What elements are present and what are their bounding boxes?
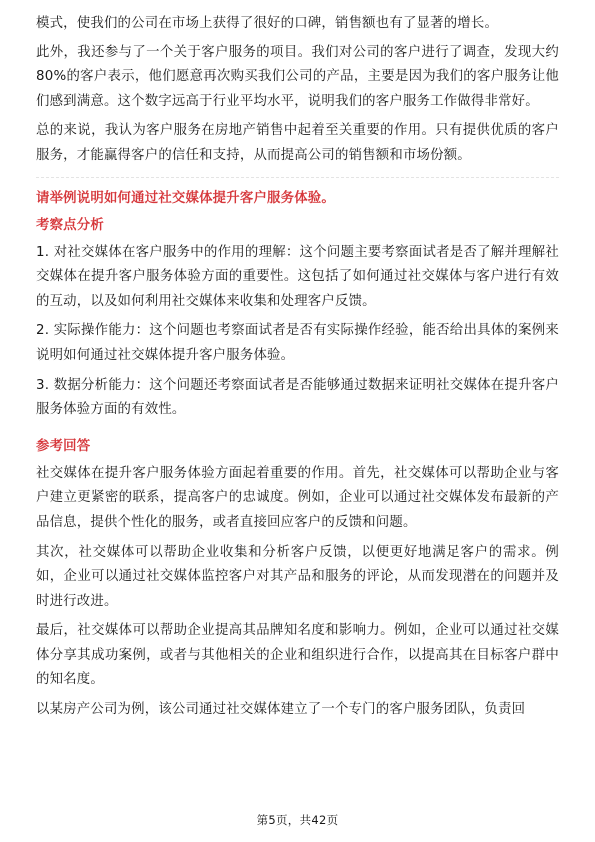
previous-answer-paragraph-2: 此外，我还参与了一个关于客户服务的项目。我们对公司的客户进行了调查，发现大约80%的客户表示，他们愿意再次购买我们公司的产品，主要是因为我们的客户服务让他们感到满意。这个数字远高于行业平均水平，说明我们的客户服务工作做得非常好。 bbox=[36, 44, 559, 109]
section-spacer bbox=[36, 428, 559, 436]
reference-paragraph-3: 最后，社交媒体可以帮助企业提高其品牌知名度和影响力。例如，企业可以通过社交媒体分享其成功案例，或者与其他相关的企业和组织进行合作，以提高其在目标客户群中的知名度。 bbox=[36, 623, 559, 688]
analysis-item-3: 3. 数据分析能力：这个问题还考察面试者是否能够通过数据来证明社交媒体在提升客户服务体验方面的有效性。 bbox=[36, 377, 559, 418]
reference-paragraph-4: 以某房产公司为例，该公司通过社交媒体建立了一个专门的客户服务团队，负责回 bbox=[36, 702, 526, 718]
reference-heading: 参考回答 bbox=[36, 438, 91, 454]
section-divider bbox=[36, 177, 559, 178]
previous-answer-paragraph-1: 模式，使我们的公司在市场上获得了很好的口碑，销售额也有了显著的增长。 bbox=[36, 16, 499, 31]
interview-question: 请举例说明如何通过社交媒体提升客户服务体验。 bbox=[36, 190, 335, 206]
reference-paragraph-2: 其次，社交媒体可以帮助企业收集和分析客户反馈，以便更好地满足客户的需求。例如，企业可以通过社交媒体监控客户对其产品和服务的评论，从而发现潜在的问题并及时进行改进。 bbox=[36, 544, 559, 609]
reference-paragraph-1: 社交媒体在提升客户服务体验方面起着重要的作用。首先，社交媒体可以帮助企业与客户建立更紧密的联系，提高客户的忠诚度。例如，企业可以通过社交媒体发布最新的产品信息，提供个性化的服务，或者直接回应客户的反馈和问题。 bbox=[36, 465, 559, 530]
previous-answer-paragraph-3: 总的来说，我认为客户服务在房地产销售中起着至关重要的作用。只有提供优质的客户服务，才能赢得客户的信任和支持，从而提高公司的销售额和市场份额。 bbox=[36, 123, 559, 163]
analysis-item-2: 2. 实际操作能力：这个问题也考察面试者是否有实际操作经验，能否给出具体的案例来说明如何通过社交媒体提升客户服务体验。 bbox=[36, 323, 559, 363]
page-number: 第5页，共42页 bbox=[256, 813, 339, 827]
analysis-item-1: 1. 对社交媒体在客户服务中的作用的理解：这个问题主要考察面试者是否了解并理解社交媒体在提升客户服务体验方面的重要性。这包括了如何通过社交媒体与客户进行有效的互动，以及如何利用社交媒体来收集和处理客户反馈。 bbox=[36, 244, 559, 309]
analysis-heading: 考察点分析 bbox=[36, 217, 104, 233]
page-content bbox=[36, 12, 559, 728]
